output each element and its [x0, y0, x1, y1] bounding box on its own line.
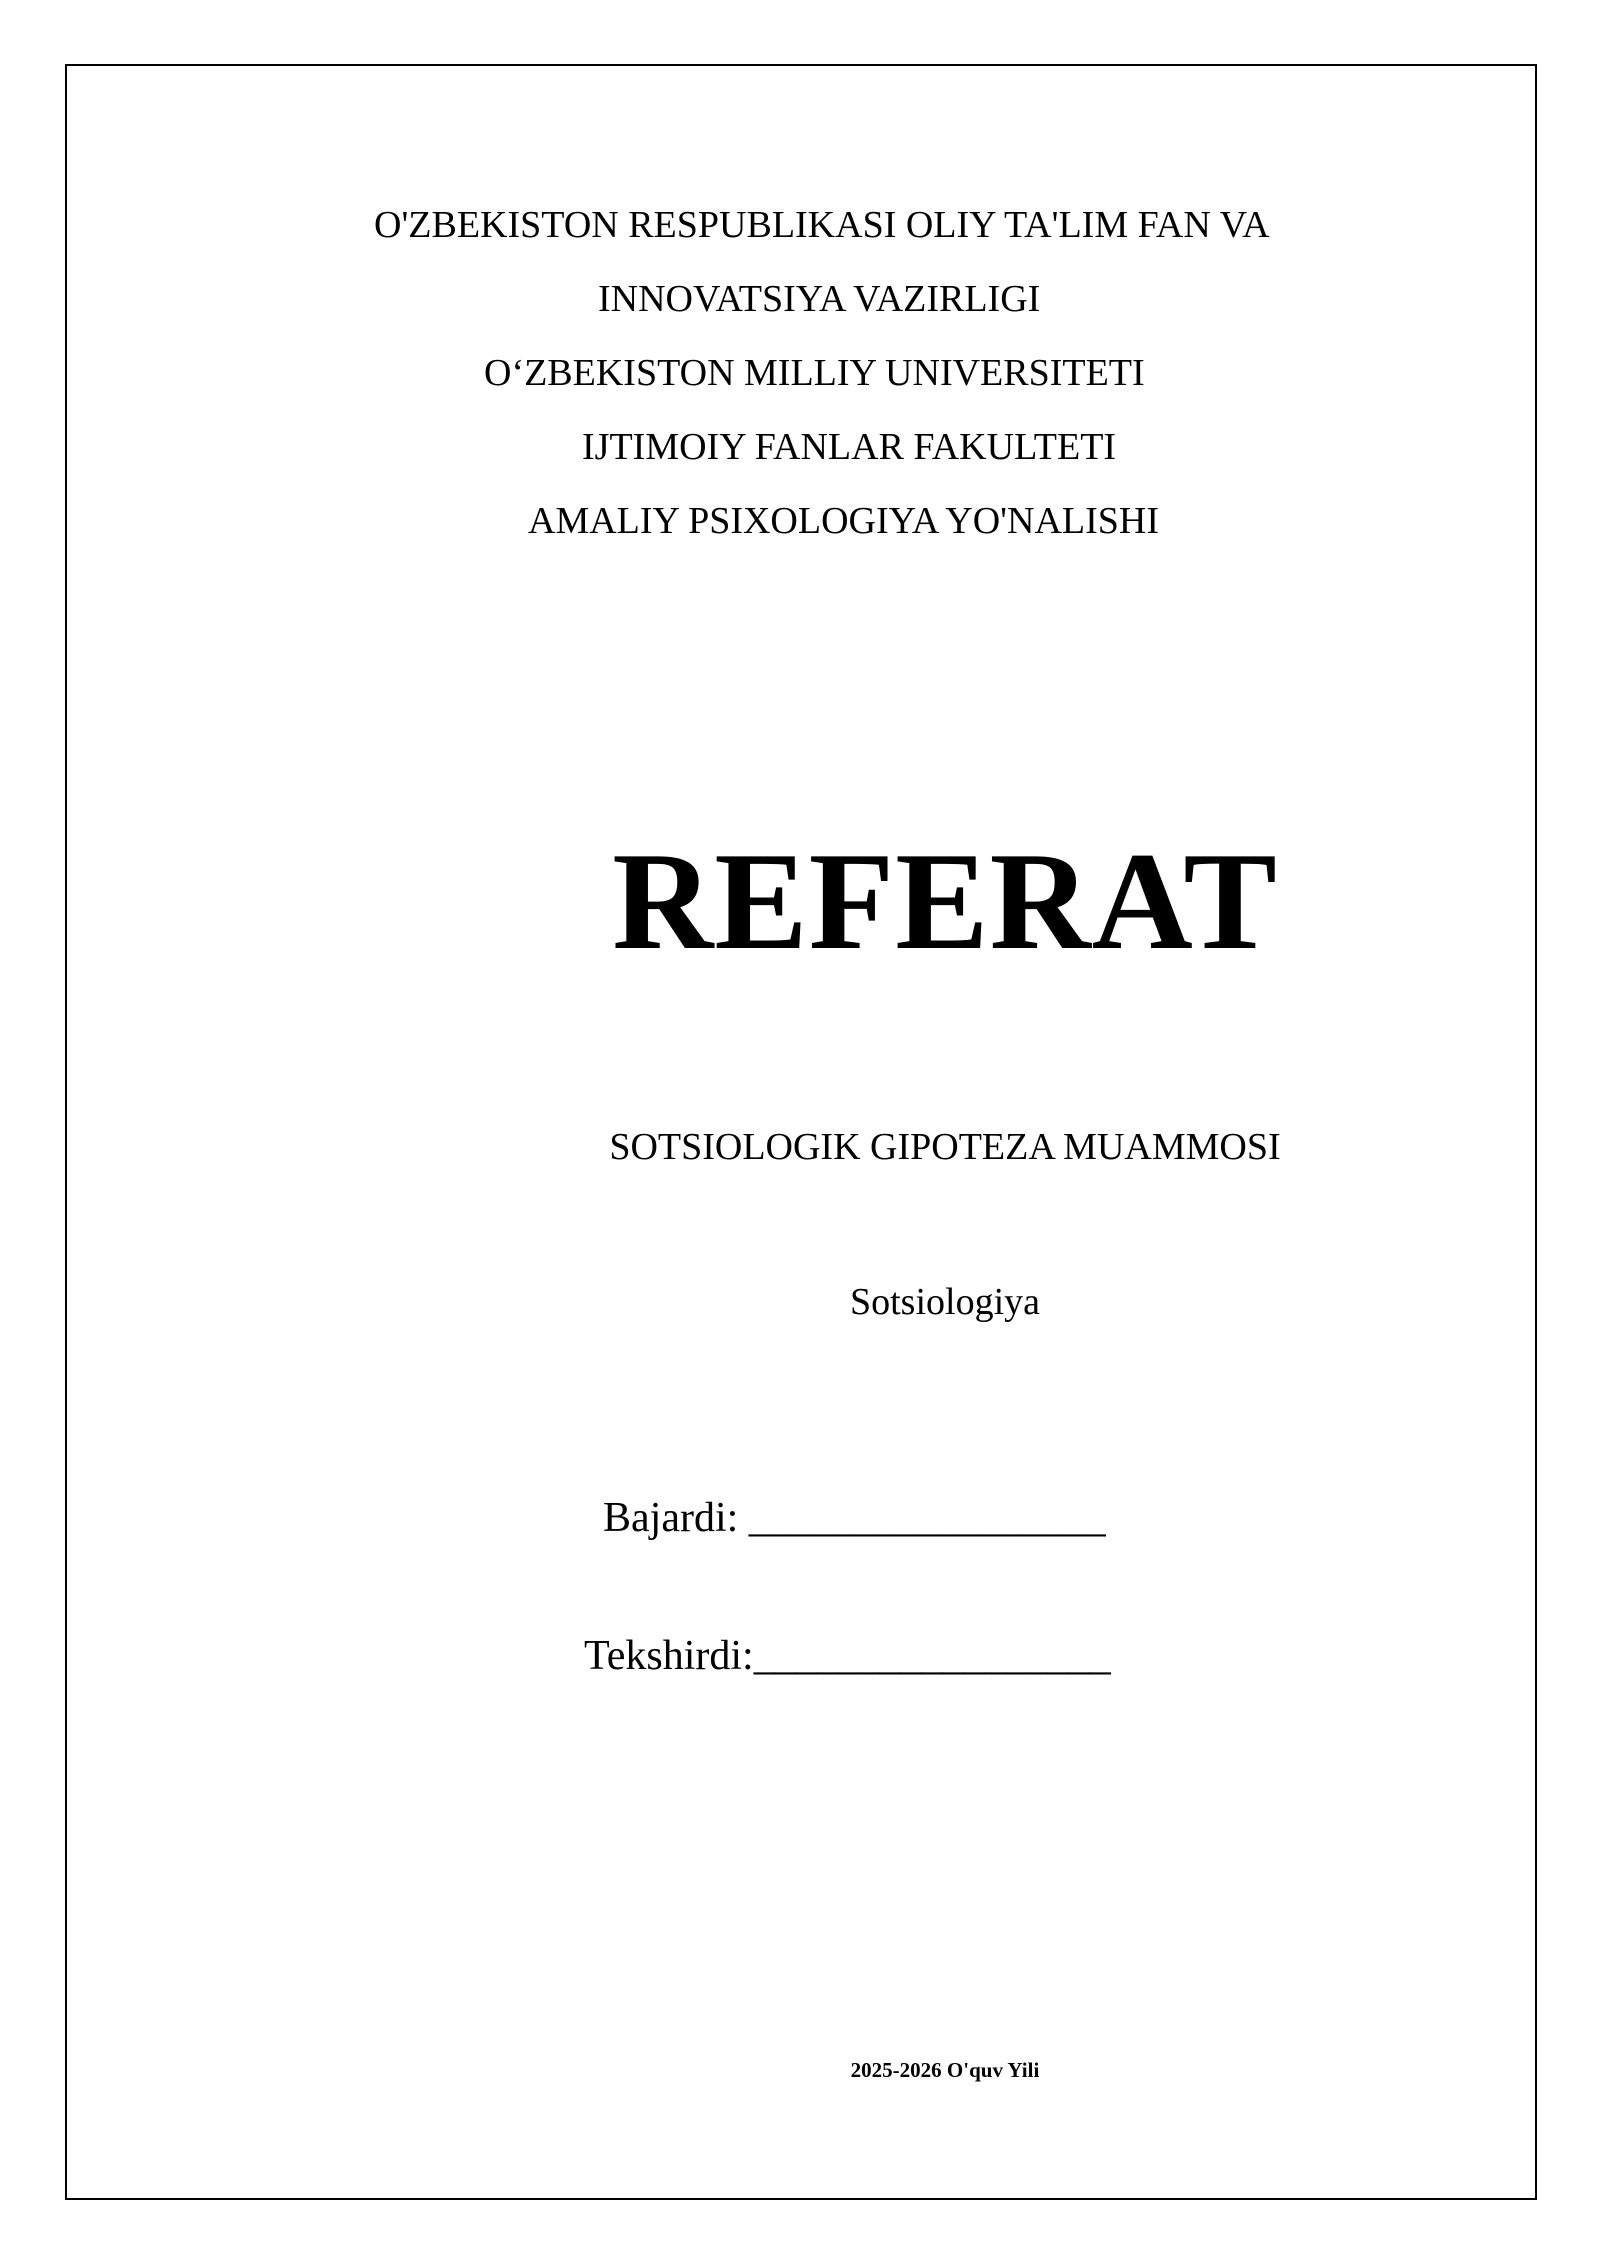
- academic-year: 2025-2026 O'quv Yili: [850, 2058, 1040, 2082]
- faculty-name: IJTIMOIY FANLAR FAKULTETI: [582, 426, 1117, 468]
- ministry-line-1: O'ZBEKISTON RESPUBLIKASI OLIY TA'LIM FAN VA: [374, 204, 1270, 246]
- performed-by-field: Bajardi: _________________: [603, 1495, 1106, 1541]
- university-name: O‘ZBEKISTON MILLIY UNIVERSITETI: [484, 352, 1145, 394]
- topic-title: SOTSIOLOGIK GIPOTEZA MUAMMOSI: [609, 1126, 1281, 1168]
- direction-name: AMALIY PSIXOLOGIYA YO'NALISHI: [528, 500, 1160, 542]
- document-title: REFERAT: [612, 824, 1278, 979]
- subject-name: Sotsiologiya: [849, 1281, 1041, 1323]
- checked-by-field: Tekshirdi:_________________: [584, 1633, 1111, 1679]
- ministry-line-2: INNOVATSIYA VAZIRLIGI: [598, 278, 1041, 320]
